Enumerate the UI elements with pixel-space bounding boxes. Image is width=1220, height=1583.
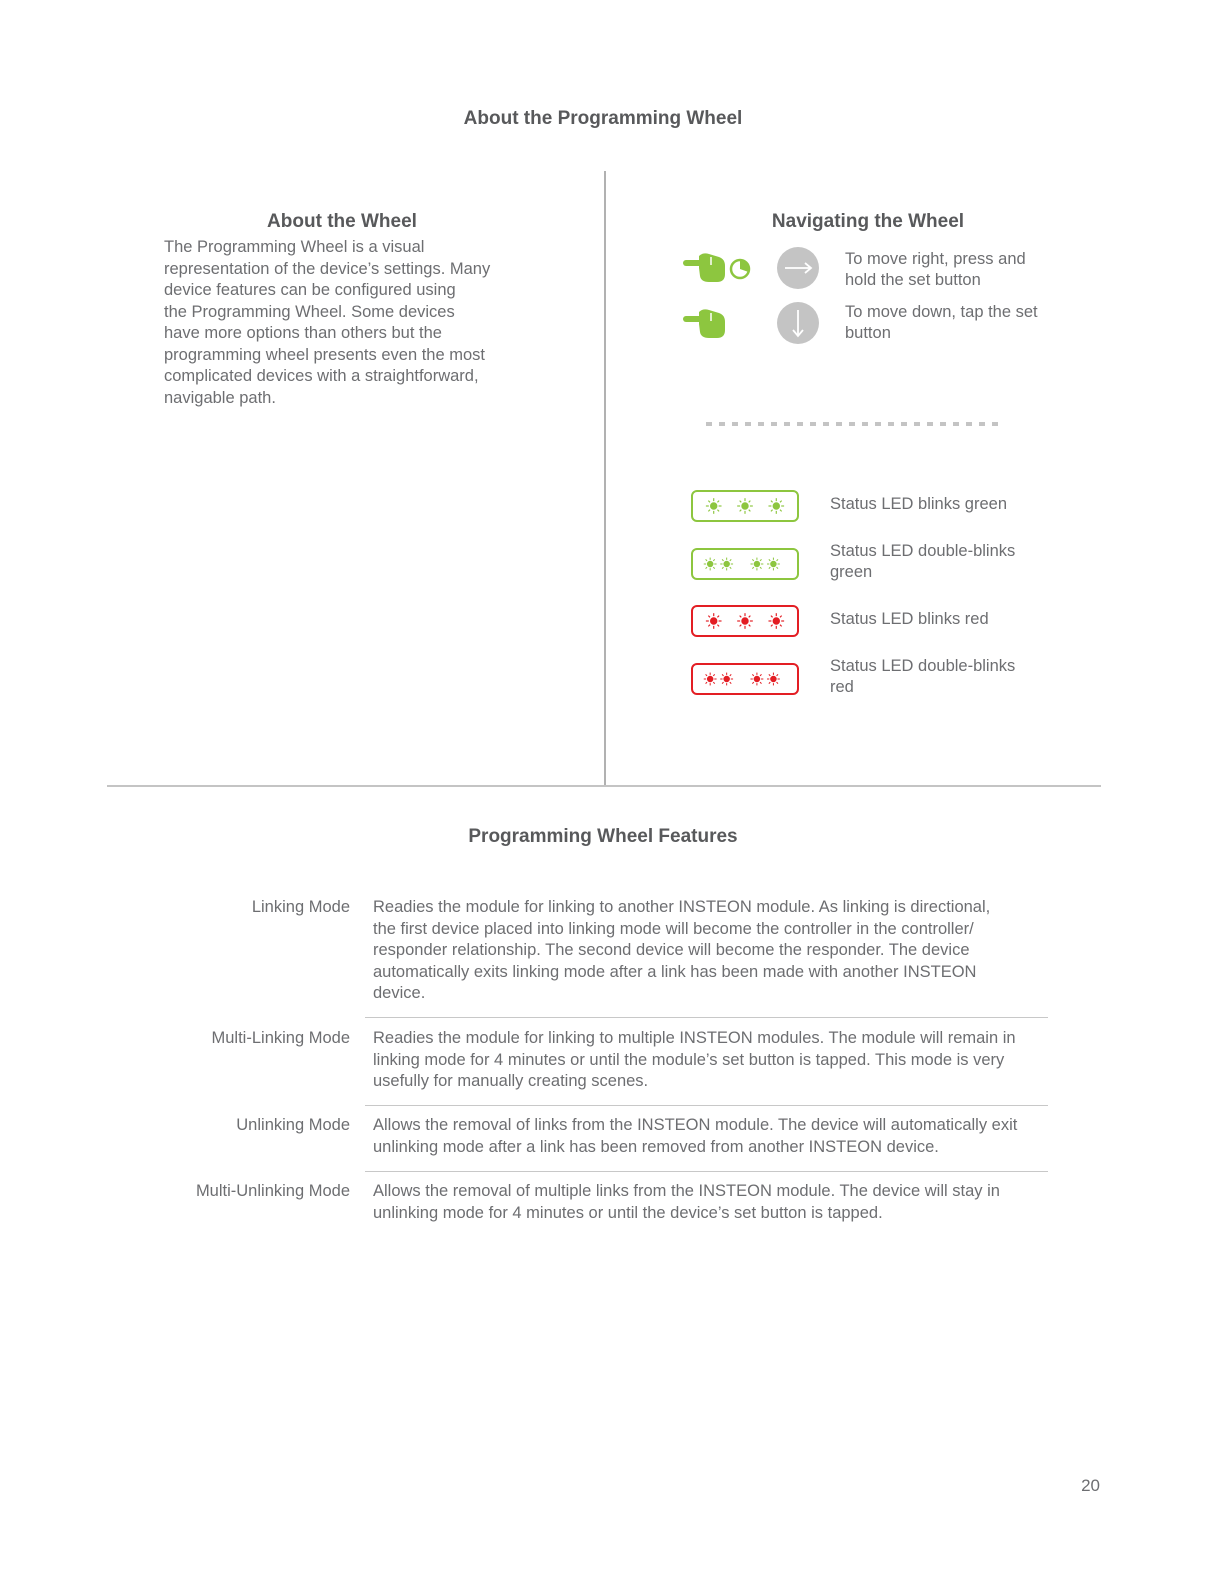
page-title: About the Programming Wheel <box>463 108 743 129</box>
led-double-blink-icon <box>701 666 789 692</box>
feature-row <box>160 897 1048 1009</box>
about-line: the Programming Wheel. Some devices <box>164 302 455 321</box>
feature-description-line: automatically exits linking mode after a link has been made with another INSTEON <box>373 962 977 981</box>
about-line: programming wheel presents even the most <box>164 345 485 364</box>
feature-separator <box>365 1017 1048 1018</box>
about-line: have more options than others but the <box>164 324 442 342</box>
led-description-line: Status LED blinks green <box>830 495 1008 513</box>
feature-description-line: Readies the module for linking to multiple INSTEON modules. The module will remain in <box>373 1029 1016 1047</box>
led-description <box>830 541 1050 583</box>
feature-name: Multi-Unlinking Mode <box>195 1182 350 1200</box>
led-description <box>830 656 1050 698</box>
led-description-line: green <box>830 563 873 581</box>
right-arrow-icon <box>777 247 819 289</box>
pointing-hand-icon <box>683 250 727 289</box>
feature-description-line: device. <box>373 984 426 1002</box>
led-blink-icon <box>701 608 789 634</box>
about-line: The Programming Wheel is a visual <box>164 238 425 256</box>
feature-row <box>160 1115 1048 1163</box>
nav-instruction <box>845 249 1065 291</box>
feature-description-line: unlinking mode after a link has been removed from another INSTEON device. <box>373 1137 939 1156</box>
feature-row <box>160 1181 1048 1229</box>
about-line: representation of the device’s settings. Many <box>164 259 491 278</box>
led-double-blink-green-indicator <box>691 548 799 580</box>
about-line: complicated devices with a straightforward, <box>164 367 479 385</box>
feature-description-line: the first device placed into linking mode will become the controller in the controller/ <box>373 919 974 938</box>
features-heading: Programming Wheel Features <box>468 826 738 847</box>
feature-description <box>373 1115 1045 1158</box>
feature-description-line: usefully for manually creating scenes. <box>373 1072 649 1090</box>
feature-description <box>373 1181 1045 1224</box>
led-description-line: Status LED double-blinks <box>830 657 1016 675</box>
led-double-blink-red-indicator <box>691 663 799 695</box>
down-arrow-icon <box>777 302 819 344</box>
feature-separator <box>365 1105 1048 1106</box>
feature-row <box>160 1028 1048 1098</box>
about-paragraph <box>164 237 514 409</box>
pointing-hand-icon <box>683 306 727 345</box>
feature-name: Linking Mode <box>251 898 350 916</box>
feature-description-line: responder relationship. The second device will become the responder. The device <box>373 941 970 959</box>
led-blink-red-indicator <box>691 605 799 637</box>
led-blink-green-indicator <box>691 490 799 522</box>
led-description <box>830 609 1050 630</box>
feature-name: Unlinking Mode <box>236 1116 350 1134</box>
feature-description-line: linking mode for 4 minutes or until the module’s set button is tapped. This mode is very <box>373 1050 1005 1069</box>
feature-description-line: Allows the removal of links from the INSTEON module. The device will automatically exit <box>373 1116 1018 1134</box>
feature-description-line: unlinking mode for 4 minutes or until the device’s set button is tapped. <box>373 1203 883 1222</box>
feature-description-line: Allows the removal of multiple links from the INSTEON module. The device will stay in <box>373 1182 1000 1200</box>
feature-description <box>373 1028 1045 1093</box>
feature-separator <box>365 1171 1048 1172</box>
led-description-line: Status LED double-blinks <box>830 542 1016 560</box>
about-heading: About the Wheel <box>267 211 417 232</box>
page-number: 20 <box>1081 1476 1100 1495</box>
led-description <box>830 494 1050 515</box>
led-description-line: red <box>830 678 854 696</box>
dashed-divider <box>706 413 1002 417</box>
feature-description <box>373 897 1045 1005</box>
led-blink-icon <box>701 493 789 519</box>
nav-instruction-line: button <box>845 324 891 342</box>
nav-instruction <box>845 302 1065 344</box>
feature-description-line: Readies the module for linking to another INSTEON module. As linking is directional, <box>373 898 991 916</box>
about-line: navigable path. <box>164 388 276 407</box>
column-divider <box>604 171 606 786</box>
nav-instruction-line: To move right, press and <box>845 250 1026 268</box>
led-double-blink-icon <box>701 551 789 577</box>
section-divider <box>107 785 1101 787</box>
timer-icon <box>729 258 751 285</box>
nav-instruction-line: To move down, tap the set <box>845 303 1038 321</box>
about-line: device features can be configured using <box>164 281 456 299</box>
led-description-line: Status LED blinks red <box>830 610 989 628</box>
feature-name: Multi-Linking Mode <box>211 1029 350 1047</box>
nav-instruction-line: hold the set button <box>845 271 981 289</box>
navigating-heading: Navigating the Wheel <box>771 211 965 232</box>
